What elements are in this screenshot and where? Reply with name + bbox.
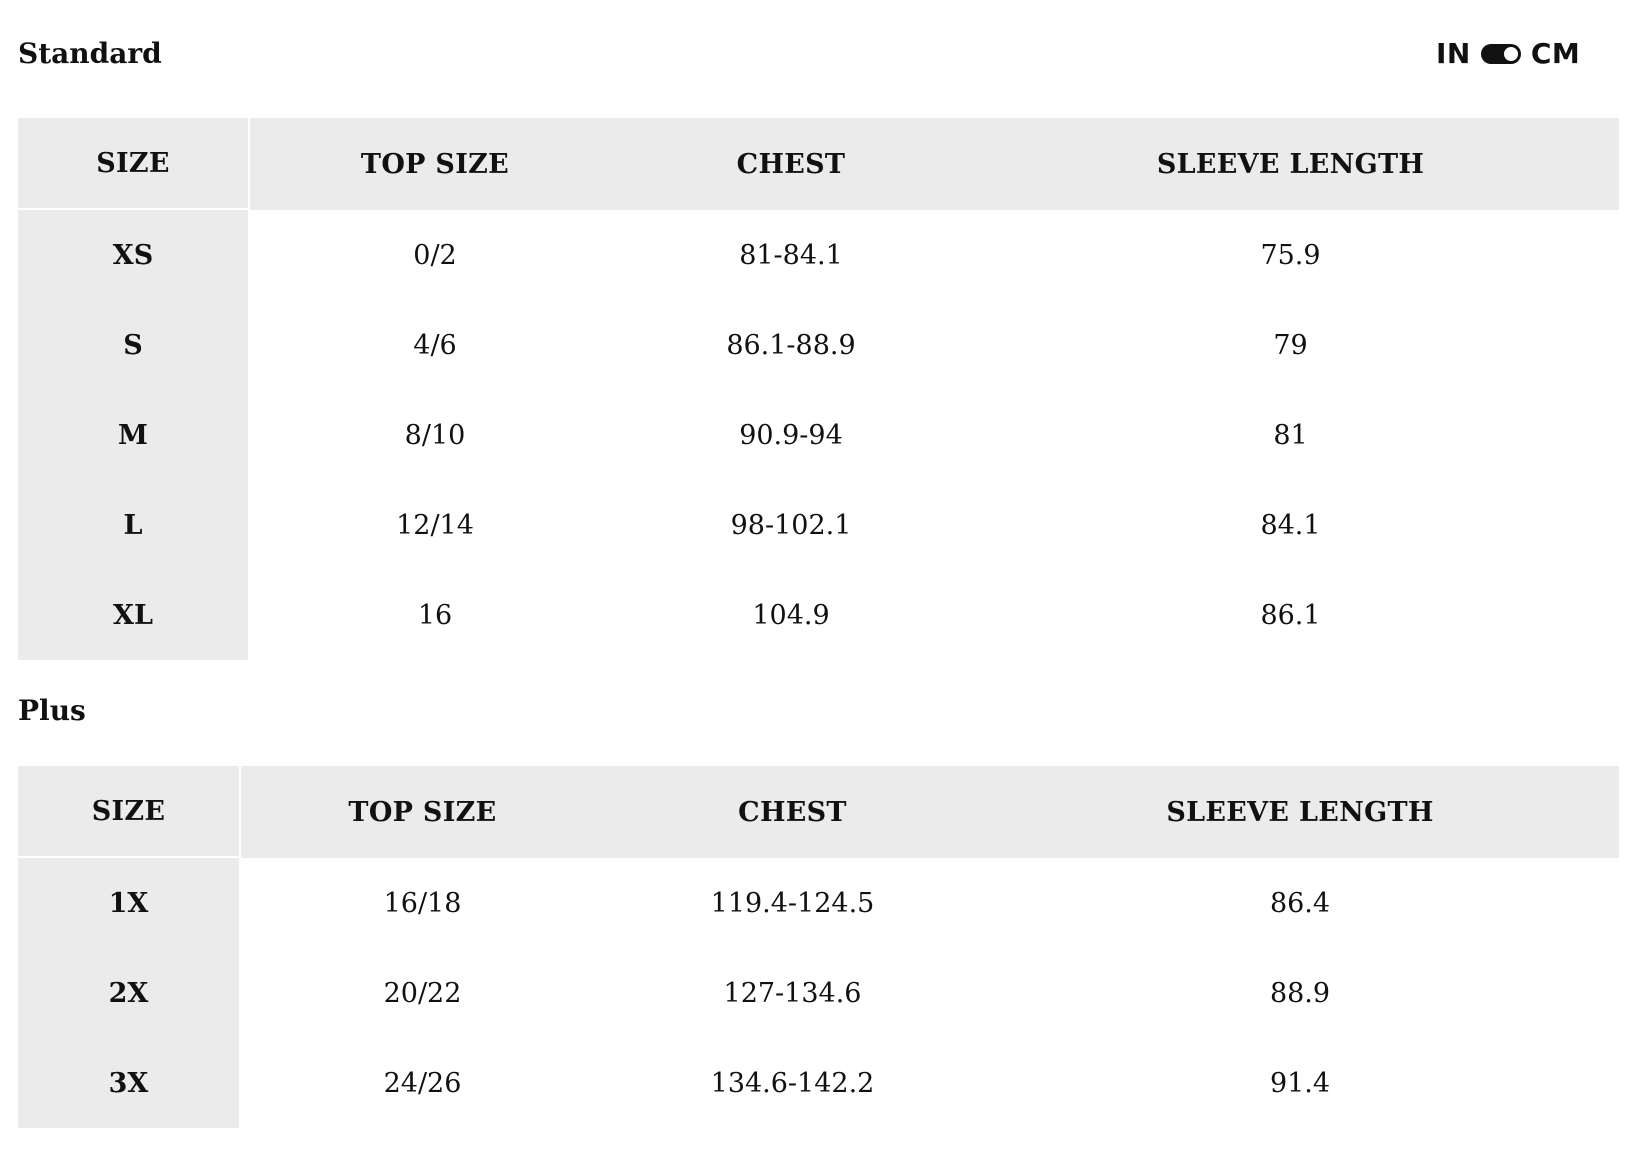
chest-cell: 127-134.6: [723, 977, 862, 1009]
table-header-row: [18, 766, 1619, 858]
table-row: [18, 1038, 1619, 1128]
table-row: [18, 570, 1619, 660]
header-top-size: TOP SIZE: [241, 766, 604, 858]
standard-size-table: [18, 118, 1619, 660]
sleeve-length-cell: 86.4: [1269, 887, 1331, 919]
unit-toggle-switch[interactable]: [1481, 44, 1521, 64]
top-size-cell: 16: [417, 599, 453, 631]
top-size-cell: 8/10: [404, 419, 466, 451]
table-row: [18, 390, 1619, 480]
standard-section-title: Standard: [18, 37, 162, 70]
size-cell: 3X: [18, 1038, 241, 1128]
table-row: [18, 480, 1619, 570]
top-size-cell: 24/26: [383, 1067, 462, 1099]
size-cell: S: [18, 300, 250, 390]
sleeve-length-cell: 75.9: [1260, 239, 1321, 271]
unit-cm-label[interactable]: CM: [1530, 37, 1581, 70]
table-header-row: [18, 118, 1619, 210]
size-cell: XS: [18, 210, 250, 300]
top-size-cell: 20/22: [383, 977, 462, 1009]
chest-cell: 86.1-88.9: [726, 329, 856, 361]
header-top-size: TOP SIZE: [250, 118, 620, 210]
header-chest: CHEST: [620, 118, 962, 210]
table-row: [18, 300, 1619, 390]
table-row: [18, 948, 1619, 1038]
size-cell: 1X: [18, 858, 241, 948]
chest-cell: 134.6-142.2: [710, 1067, 875, 1099]
chest-cell: 81-84.1: [739, 239, 843, 271]
size-cell: M: [18, 390, 250, 480]
plus-section-title: Plus: [18, 694, 86, 727]
sleeve-length-cell: 84.1: [1260, 509, 1321, 541]
sleeve-length-cell: 91.4: [1269, 1067, 1331, 1099]
sleeve-length-cell: 81: [1273, 419, 1308, 451]
header-chest: CHEST: [604, 766, 981, 858]
header-size: SIZE: [18, 118, 250, 210]
size-cell: XL: [18, 570, 250, 660]
unit-toggle[interactable]: [1436, 37, 1581, 70]
sleeve-length-cell: 79: [1273, 329, 1308, 361]
sleeve-length-cell: 88.9: [1269, 977, 1331, 1009]
table-row: [18, 210, 1619, 300]
top-size-cell: 0/2: [413, 239, 457, 271]
sleeve-length-cell: 86.1: [1260, 599, 1321, 631]
unit-in-label[interactable]: IN: [1436, 37, 1471, 70]
top-size-cell: 16/18: [383, 887, 462, 919]
chest-cell: 104.9: [752, 599, 830, 631]
plus-size-table: [18, 766, 1619, 1128]
chest-cell: 119.4-124.5: [710, 887, 875, 919]
table-row: [18, 858, 1619, 948]
chest-cell: 90.9-94: [739, 419, 843, 451]
header-sleeve-length: SLEEVE LENGTH: [962, 118, 1619, 210]
header-size: SIZE: [18, 766, 241, 858]
toggle-knob: [1504, 47, 1518, 61]
header-sleeve-length: SLEEVE LENGTH: [981, 766, 1619, 858]
top-size-cell: 12/14: [396, 509, 474, 541]
size-cell: 2X: [18, 948, 241, 1038]
top-size-cell: 4/6: [413, 329, 457, 361]
chest-cell: 98-102.1: [730, 509, 852, 541]
size-cell: L: [18, 480, 250, 570]
